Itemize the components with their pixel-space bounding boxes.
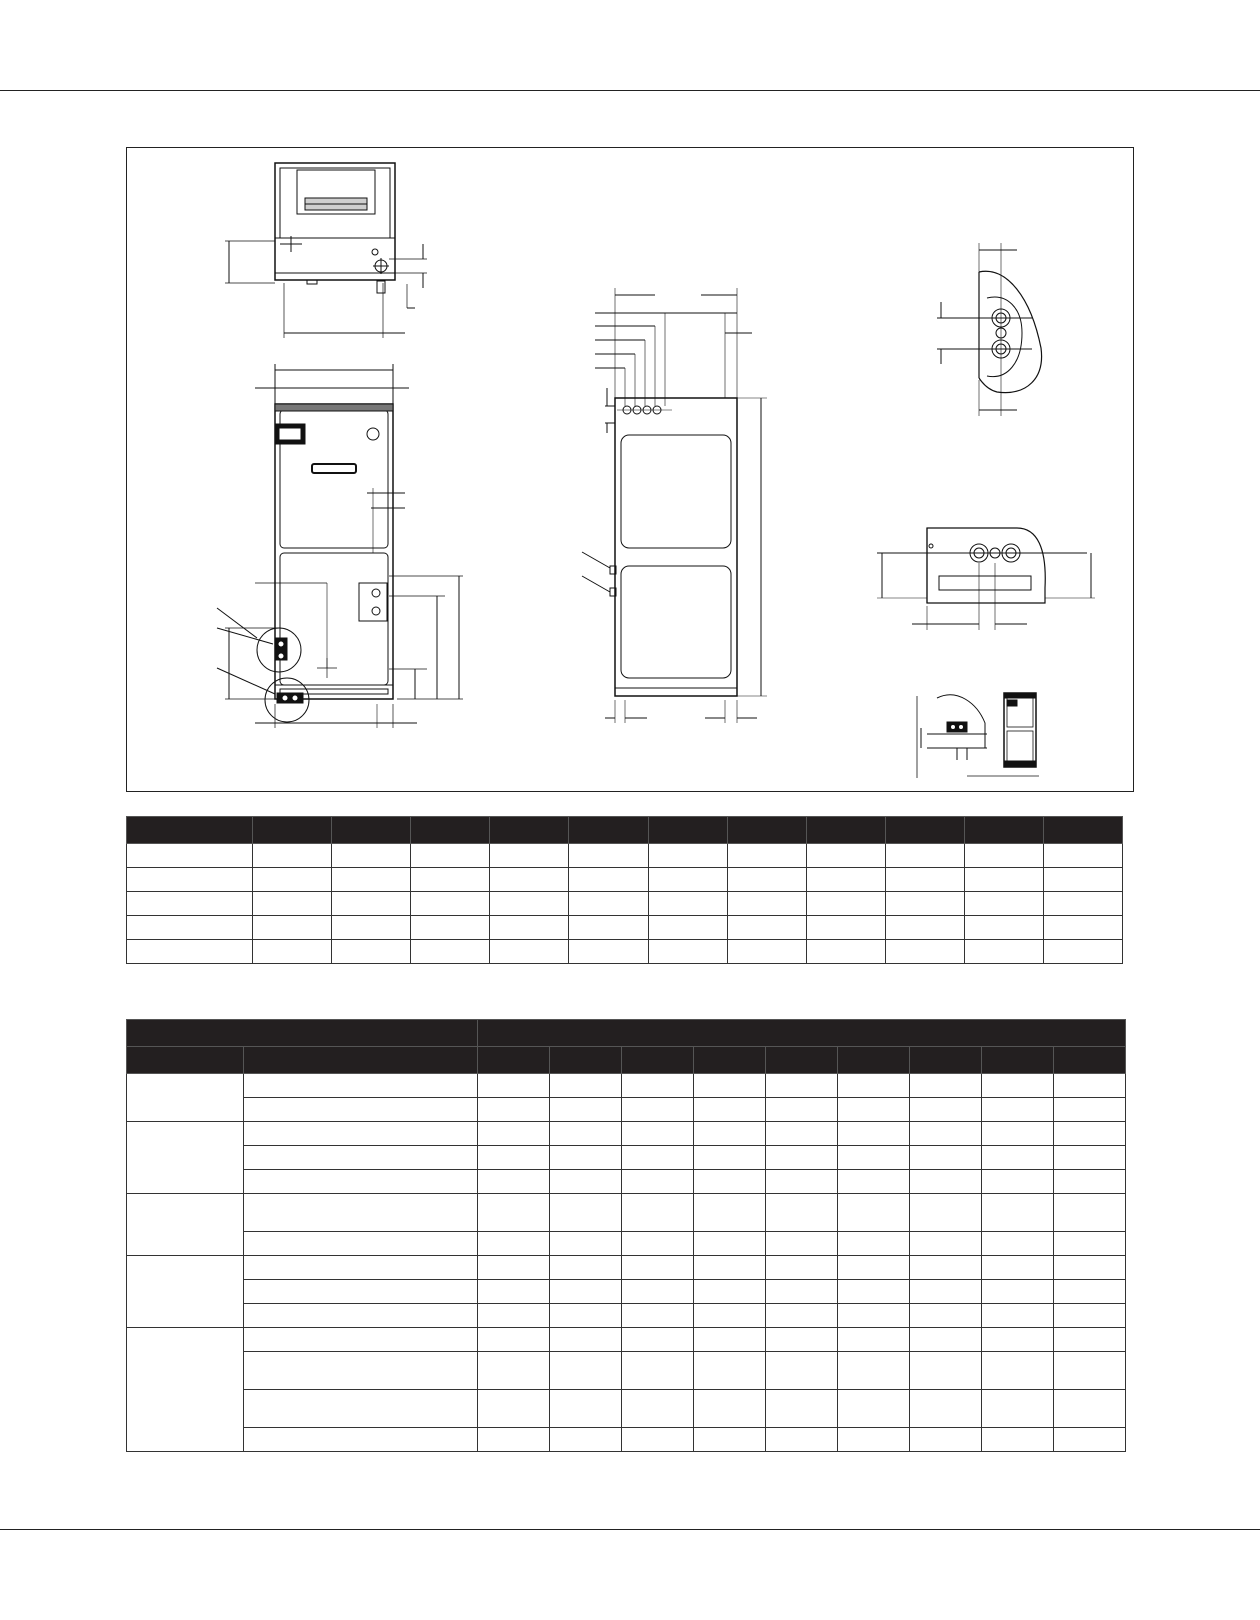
bottom-rule [0,1529,1260,1530]
side-view [582,288,767,723]
table-row [127,1328,1126,1352]
table-row [127,892,1123,916]
dimension-drawing-frame [126,147,1134,792]
group-header-right [478,1020,1126,1047]
table-row [127,1352,1126,1390]
header-cell [838,1047,910,1074]
header-cell [694,1047,766,1074]
specification-table [126,1019,1126,1452]
table-row [127,916,1123,940]
header-cell [885,817,964,844]
top-rule [0,90,1260,91]
table-row [127,1122,1126,1146]
table-row [127,940,1123,964]
spec-table-group-header [127,1020,1126,1047]
header-cell [622,1047,694,1074]
header-cell [964,817,1043,844]
table-row [127,1146,1126,1170]
header-cell [478,1047,550,1074]
header-cell [1054,1047,1126,1074]
header-cell [982,1047,1054,1074]
header-cell [253,817,332,844]
table-row [127,1280,1126,1304]
table-row [127,1194,1126,1232]
header-cell [332,817,411,844]
header-cell [727,817,806,844]
table-row [127,868,1123,892]
table-row [127,1098,1126,1122]
header-cell [127,1047,244,1074]
header-cell [648,817,727,844]
spec-table-column-header [127,1047,1126,1074]
dimension-table [126,816,1123,964]
header-cell [244,1047,478,1074]
table-row [127,1170,1126,1194]
table-row [127,844,1123,868]
refrigerant-connection-detail [937,243,1042,416]
header-cell [806,817,885,844]
table-row [127,1304,1126,1328]
header-cell [550,1047,622,1074]
dimension-table-header [127,817,1123,844]
header-cell [490,817,569,844]
header-cell [569,817,648,844]
top-view [225,163,427,338]
table-row [127,1390,1126,1428]
unit-dimension-drawing [127,148,1133,791]
header-cell [766,1047,838,1074]
table-row [127,1074,1126,1098]
bottom-connection-detail [877,528,1095,630]
front-view [217,364,463,728]
header-cell [910,1047,982,1074]
orientation-inset [917,693,1039,778]
header-cell [411,817,490,844]
header-cell [1043,817,1122,844]
table-row [127,1428,1126,1452]
group-header-left [127,1020,478,1047]
table-row [127,1232,1126,1256]
table-row [127,1256,1126,1280]
header-cell [127,817,253,844]
